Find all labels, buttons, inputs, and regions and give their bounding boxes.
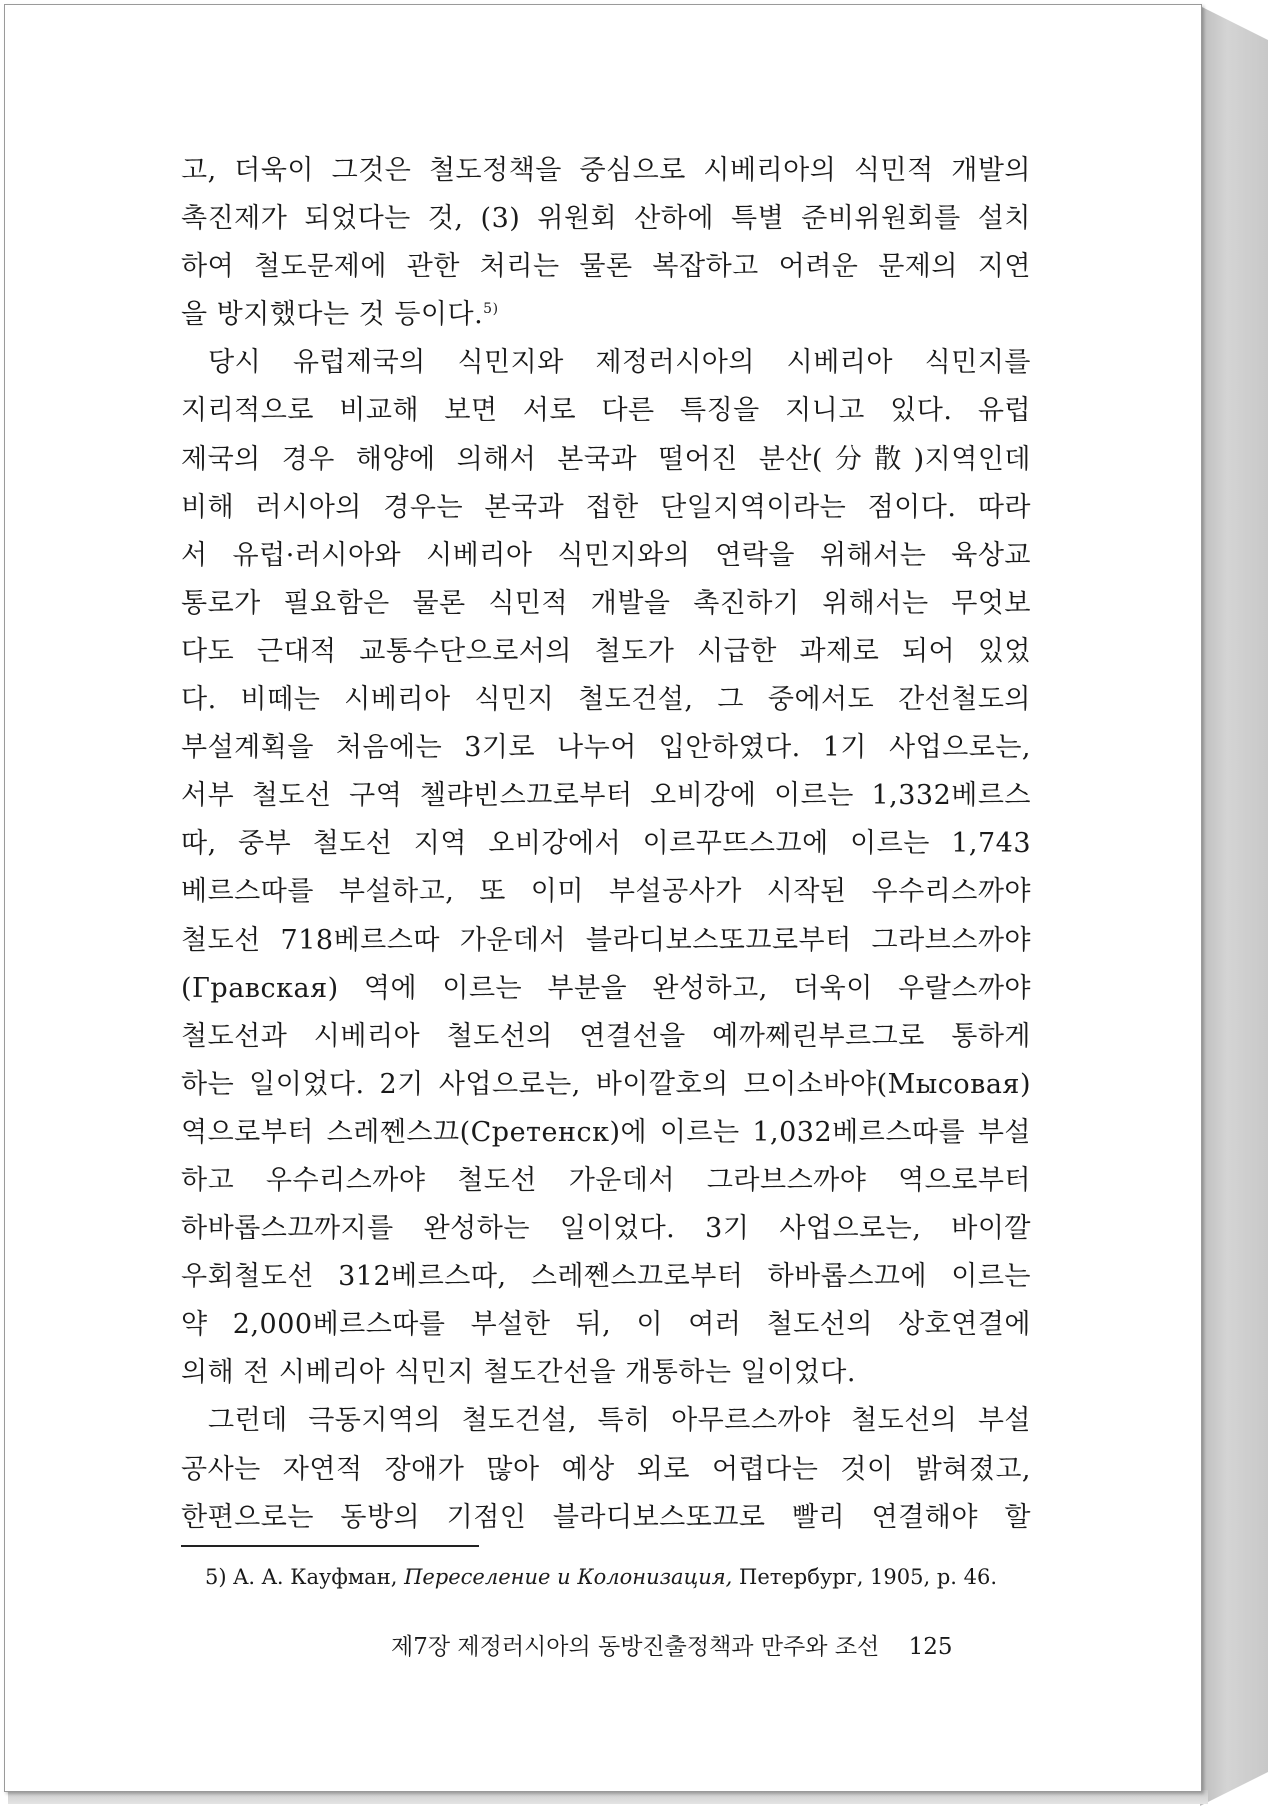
text-line: 당시 유럽제국의 식민지와 제정러시아의 시베리아 식민지를 [208, 347, 1031, 379]
footnote-number: 5) [205, 1565, 227, 1589]
text-line: (Гравская) 역에 이르는 부분을 완성하고, 더욱이 우랄스까야 [181, 972, 1031, 1004]
footnote-divider [181, 1545, 479, 1547]
text-line: 의해 전 시베리아 식민지 철도간선을 개통하는 일이었다. [181, 1357, 856, 1389]
footnote-title: Переселение и Колонизация, [404, 1565, 733, 1589]
book-page-edge [1200, 6, 1268, 1806]
text-line: 다. 비떼는 시베리아 식민지 철도건설, 그 중에서도 간선철도의 [181, 684, 1031, 716]
running-footer [391, 1629, 1031, 1665]
body-text [181, 147, 1031, 1542]
text-line: 비해 러시아의 경우는 본국과 접한 단일지역이라는 점이다. 따라 [181, 491, 1031, 523]
text-line: 약 2,000베르스따를 부설한 뒤, 이 여러 철도선의 상호연결에 [181, 1309, 1031, 1341]
text-line: 지리적으로 비교해 보면 서로 다른 특징을 지니고 있다. 유럽 [181, 395, 1031, 427]
text-line: 따, 중부 철도선 지역 오비강에서 이르꾸뜨스끄에 이르는 1,743 [181, 828, 1031, 860]
text-line: 서부 철도선 구역 첼랴빈스끄로부터 오비강에 이르는 1,332베르스 [181, 780, 1031, 812]
text-line: 하는 일이었다. 2기 사업으로는, 바이깔호의 므이소바야(Мысовая) [181, 1068, 1031, 1100]
text-line: 서 유럽·러시아와 시베리아 식민지와의 연락을 위해서는 육상교 [181, 539, 1031, 571]
footnote-reference: 5) [483, 301, 499, 318]
text-line-with-footnote [181, 291, 1031, 339]
text-line: 우회철도선 312베르스따, 스레쩬스끄로부터 하바롭스끄에 이르는 [181, 1261, 1031, 1293]
text-line: 역으로부터 스레쩬스끄(Сретенск)에 이르는 1,032베르스따를 부설 [181, 1116, 1031, 1148]
text-line: 고, 더욱이 그것은 철도정책을 중심으로 시베리아의 식민적 개발의 [181, 155, 1031, 186]
text-line: 부설계획을 처음에는 3기로 나누어 입안하였다. 1기 사업으로는, [181, 732, 1031, 764]
page-number: 125 [908, 1634, 953, 1660]
text-line: 통로가 필요함은 물론 식민적 개발을 촉진하기 위해서는 무엇보 [181, 587, 1031, 619]
footnote [205, 1561, 1045, 1593]
text-line: 한편으로는 동방의 기점인 블라디보스또끄로 빨리 연결해야 할 [181, 1501, 1031, 1533]
book-bottom-edge [8, 1790, 1208, 1804]
text-line: 철도선과 시베리아 철도선의 연결선을 예까쩨린부르그로 통하게 [181, 1020, 1031, 1052]
text-line: 그런데 극동지역의 철도건설, 특히 아무르스까야 철도선의 부설 [208, 1405, 1031, 1437]
text-line: 하바롭스끄까지를 완성하는 일이었다. 3기 사업으로는, 바이깔 [181, 1213, 1031, 1245]
chapter-title: 제7장 제정러시아의 동방진출정책과 만주와 조선 [391, 1634, 880, 1660]
text-line: 철도선 718베르스따 가운데서 블라디보스또끄로부터 그라브스까야 [181, 924, 1031, 956]
text-line: 다도 근대적 교통수단으로서의 철도가 시급한 과제로 되어 있었 [181, 635, 1031, 667]
text-line: 제국의 경우 해양에 의해서 본국과 떨어진 분산(分散)지역인데 [181, 443, 1031, 475]
book-page [4, 4, 1202, 1792]
footnote-author: A. A. Кауфман, [233, 1565, 398, 1589]
footnote-publication: Петербург, 1905, p. 46. [739, 1565, 998, 1589]
text-line: 을 방지했다는 것 등이다. [181, 299, 484, 331]
text-line: 촉진제가 되었다는 것, (3) 위원회 산하에 특별 준비위원회를 설치 [181, 203, 1031, 235]
text-line: 공사는 자연적 장애가 많아 예상 외로 어렵다는 것이 밝혀졌고, [181, 1453, 1031, 1485]
text-line: 베르스따를 부설하고, 또 이미 부설공사가 시작된 우수리스까야 [181, 876, 1031, 908]
text-line: 하고 우수리스까야 철도선 가운데서 그라브스까야 역으로부터 [181, 1164, 1031, 1196]
text-line: 하여 철도문제에 관한 처리는 물론 복잡하고 어려운 문제의 지연 [181, 251, 1031, 283]
